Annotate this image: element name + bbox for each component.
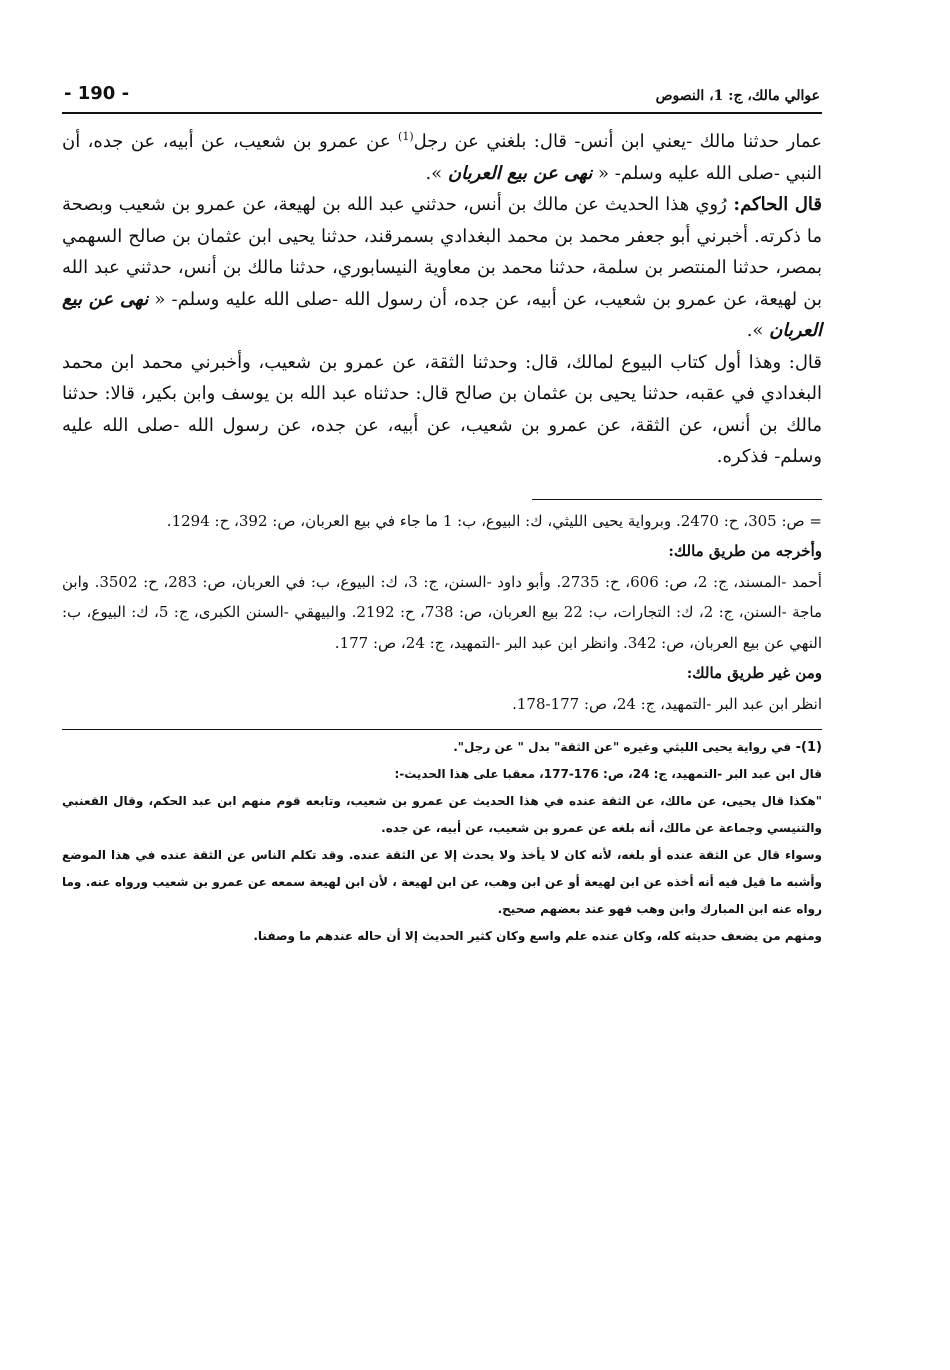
p2-text: رُوي هذا الحديث عن مالك بن أنس، حدثني عبد الله بن لهيعة، عن عمرو بن شعيب وبصحة ما ذكرته. أخبرني أبو جعفر محمد بن محمد البغدادي بسمرقند، حدثنا يحيى ابن عثمان بن صالح السهمي بمصر، حدثنا المنتصر بن سلمة، حدثنا محمد بن معاوية النيسابوري، حدثنا مالك بن أنس، حدثني عبد الله بن لهيعة، عن عمرو بن شعيب، عن أبيه، عن جده، أن رسول الله -صلى الله عليه وسلم- « (62, 194, 822, 310)
hadith-text-2: نهى عن بيع العربان (62, 288, 822, 341)
footnotes-divider (62, 729, 822, 730)
note-heading-2: ومن غير طريق مالك: (686, 664, 822, 682)
page-number: - 190 - (64, 83, 130, 104)
footnote-ref-1: (1) (398, 130, 414, 143)
paragraph-2 (62, 189, 822, 347)
note-2: أحمد -المسند، ج: 2، ص: 606، ح: 2735. وأبو داود -السنن، ج: 3، ك: البيوع، ب: في العربان، ص: 283، ح: 3502. وابن ماجة -السنن، ج: 2، ك: التجارات، ب: 22 بيع العربان، ص: 738، ح: 2192. والبيهقي -السنن الكبرى، ج: 5، ك: البيوع، ب: النهي عن بيع العربان، ص: 342. وانظر ابن عبد البر -التمهيد، ج: 24، ص: 177. (62, 572, 822, 652)
footnote-4: وسواء قال عن الثقة عنده أو بلغه، لأنه كان لا يأخذ ولا يحدث إلا عن الثقة عنده. وقد تكلم الناس عن الثقة عنده في هذا الموضع وأشبه ما قيل فيه أنه أخذه عن ابن لهيعة أو عن ابن وهب، عن ابن لهيعة ، لأن ابن لهيعة سمعه عن عمرو بن شعيب ورواه عنه. وما رواه عنه ابن المبارك وابن وهب فهو عند بعضهم صحيح. (62, 848, 822, 916)
notes-section (62, 506, 822, 720)
paragraph-3: قال: وهذا أول كتاب البيوع لمالك، قال: وحدثنا الثقة، عن عمرو بن شعيب، وأخبرني محمد ابن محمد البغدادي في عقبه، حدثنا يحيى بن عثمان بن صالح قال: حدثناه عبد الله بن يوسف وابن بكير، قالا: حدثنا مالك بن أنس، عن الثقة، عن عمرو بن شعيب، عن أبيه، عن جده، عن رسول الله -صلى الله عليه وسلم- فذكره. (62, 351, 822, 467)
footnote-1-marker: (1)- (791, 740, 822, 755)
p1-text-end: ». (425, 162, 448, 184)
page-header (62, 60, 822, 114)
main-text (62, 126, 822, 473)
p2-lead: قال الحاكم: (726, 194, 822, 215)
p1-text-mid: عن عمرو بن شعيب، عن أبيه، عن جده، أن النبي -صلى الله عليه وسلم- « (62, 131, 822, 184)
footnote-3: "هكذا قال يحيى، عن مالك، عن الثقة عنده في هذا الحديث عن عمرو بن شعيب، وتابعه قوم منهم ابن عبد الحكم، وقال القعنبي والتنيسي وجماعة عن مالك، أنه بلغه عن عمرو بن شعيب، عن أبيه، عن جده. (62, 794, 822, 835)
footnote-2: قال ابن عبد البر -التمهيد، ج: 24، ص: 176-177، معقبا على هذا الحديث-: (394, 767, 822, 781)
footnote-1 (62, 734, 822, 761)
book-page (62, 60, 822, 950)
hadith-text-1: نهى عن بيع العربان (447, 162, 593, 184)
notes-divider (532, 499, 822, 500)
running-title: عوالي مالك، ج: 1، النصوص (655, 88, 820, 104)
p1-text-start: عمار حدثنا مالك -يعني ابن أنس- قال: بلغني عن رجل (413, 131, 822, 152)
p2-text-end: ». (746, 320, 770, 341)
footnote-1-text: في رواية يحيى الليثي وغيره "عن الثقة" بدل " عن رجل". (453, 740, 792, 754)
footnotes-section (62, 734, 822, 950)
paragraph-1 (62, 126, 822, 189)
note-3: انظر ابن عبد البر -التمهيد، ج: 24، ص: 177-178. (512, 694, 822, 713)
footnote-5: ومنهم من يضعف حديثه كله، وكان عنده علم واسع وكان كثير الحديث إلا أن حاله عندهم ما وصفنا. (253, 929, 822, 943)
note-heading-1: وأخرجه من طريق مالك: (668, 542, 822, 560)
note-1: = ص: 305، ح: 2470. وبرواية يحيى الليثي، ك: البيوع، ب: 1 ما جاء في بيع العربان، ص: 392، ح: 1294. (166, 511, 822, 530)
